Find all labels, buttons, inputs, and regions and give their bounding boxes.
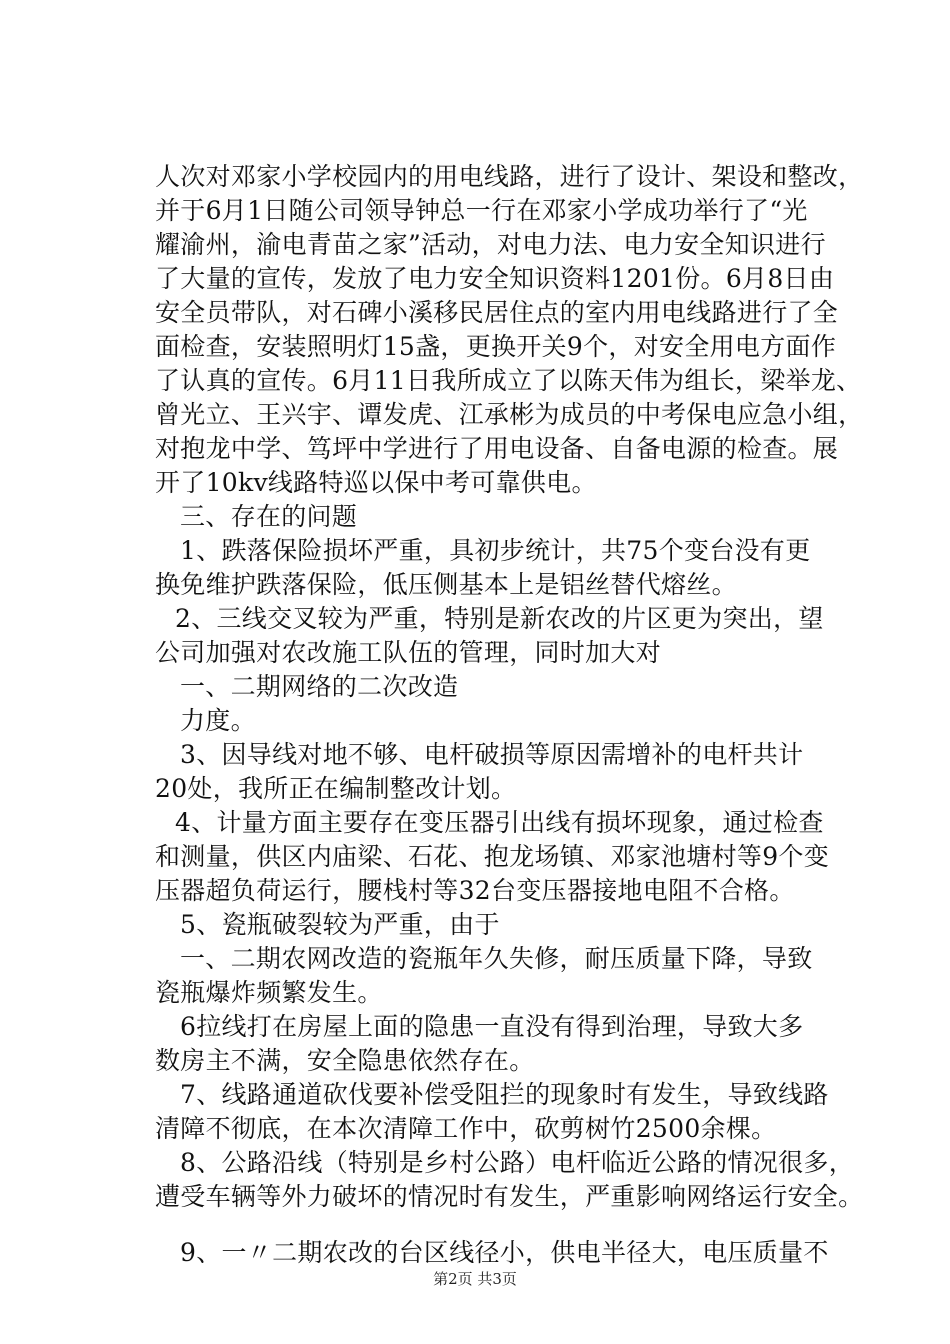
paragraph-line: 并于6月1日随公司领导钟总一行在邓家小学成功举行了“光 <box>155 196 808 225</box>
section-heading: 三、存在的问题 <box>180 502 358 531</box>
paragraph-line: 曾光立、王兴宇、谭发虎、江承彬为成员的中考保电应急小组， <box>155 400 864 429</box>
paragraph-line: 人次对邓家小学校园内的用电线路，进行了设计、架设和整改， <box>155 162 864 191</box>
paragraph-line: 开了10kv线路特巡以保中考可靠供电。 <box>155 468 597 497</box>
paragraph-line: 和测量，供区内庙梁、石花、抱龙场镇、邓家池塘村等9个变 <box>155 842 830 871</box>
paragraph-line: 一、二期农网改造的瓷瓶年久失修，耐压质量下降，导致 <box>180 944 813 973</box>
paragraph-line: 遭受车辆等外力破坏的情况时有发生，严重影响网络运行安全。 <box>155 1182 864 1211</box>
paragraph-line: 公司加强对农改施工队伍的管理，同时加大对 <box>155 638 662 667</box>
list-item-6: 6拉线打在房屋上面的隐患一直没有得到治理，导致大多 <box>180 1012 804 1041</box>
paragraph-line: 压器超负荷运行，腰栈村等32台变压器接地电阻不合格。 <box>155 876 795 905</box>
list-item-3: 3、因导线对地不够、电杆破损等原因需增补的电杆共计 <box>180 740 804 769</box>
page-footer: 第2页 共3页 <box>433 1270 517 1288</box>
list-item-9: 9、一〃二期农改的台区线径小，供电半径大，电压质量不 <box>180 1238 829 1267</box>
list-item-7: 7、线路通道砍伐要补偿受阻拦的现象时有发生，导致线路 <box>180 1080 829 1109</box>
list-item-5: 5、瓷瓶破裂较为严重，由于 <box>180 910 500 939</box>
paragraph-line: 安全员带队，对石碑小溪移民居住点的室内用电线路进行了全 <box>155 298 839 327</box>
paragraph-line: 瓷瓶爆炸频繁发生。 <box>155 978 383 1007</box>
paragraph-line: 耀渝州，渝电青苗之家”活动，对电力法、电力安全知识进行 <box>155 230 826 259</box>
paragraph-line: 了大量的宣传，发放了电力安全知识资料1201份。6月8日由 <box>155 264 835 293</box>
list-item-1: 1、跌落保险损坏严重，具初步统计，共75个变台没有更 <box>180 536 811 565</box>
paragraph-line: 一、二期网络的二次改造 <box>180 672 459 701</box>
paragraph-line: 清障不彻底，在本次清障工作中，砍剪树竹2500余棵。 <box>155 1114 777 1143</box>
list-item-8: 8、公路沿线（特别是乡村公路）电杆临近公路的情况很多， <box>180 1148 855 1177</box>
paragraph-line: 换免维护跌落保险，低压侧基本上是铝丝替代熔丝。 <box>155 570 737 599</box>
paragraph-line: 面检查，安装照明灯15盏，更换开关9个，对安全用电方面作 <box>155 332 837 361</box>
list-item-2: 2、三线交叉较为严重，特别是新农改的片区更为突出，望 <box>175 604 824 633</box>
paragraph-line: 20处，我所正在编制整改计划。 <box>155 774 517 803</box>
paragraph-line: 数房主不满，安全隐患依然存在。 <box>155 1046 535 1075</box>
paragraph-line: 对抱龙中学、笃坪中学进行了用电设备、自备电源的检查。展 <box>155 434 839 463</box>
paragraph-line: 了认真的宣传。6月11日我所成立了以陈天伟为组长，梁举龙、 <box>155 366 862 395</box>
paragraph-line: 力度。 <box>180 706 256 735</box>
list-item-4: 4、计量方面主要存在变压器引出线有损坏现象，通过检查 <box>175 808 824 837</box>
